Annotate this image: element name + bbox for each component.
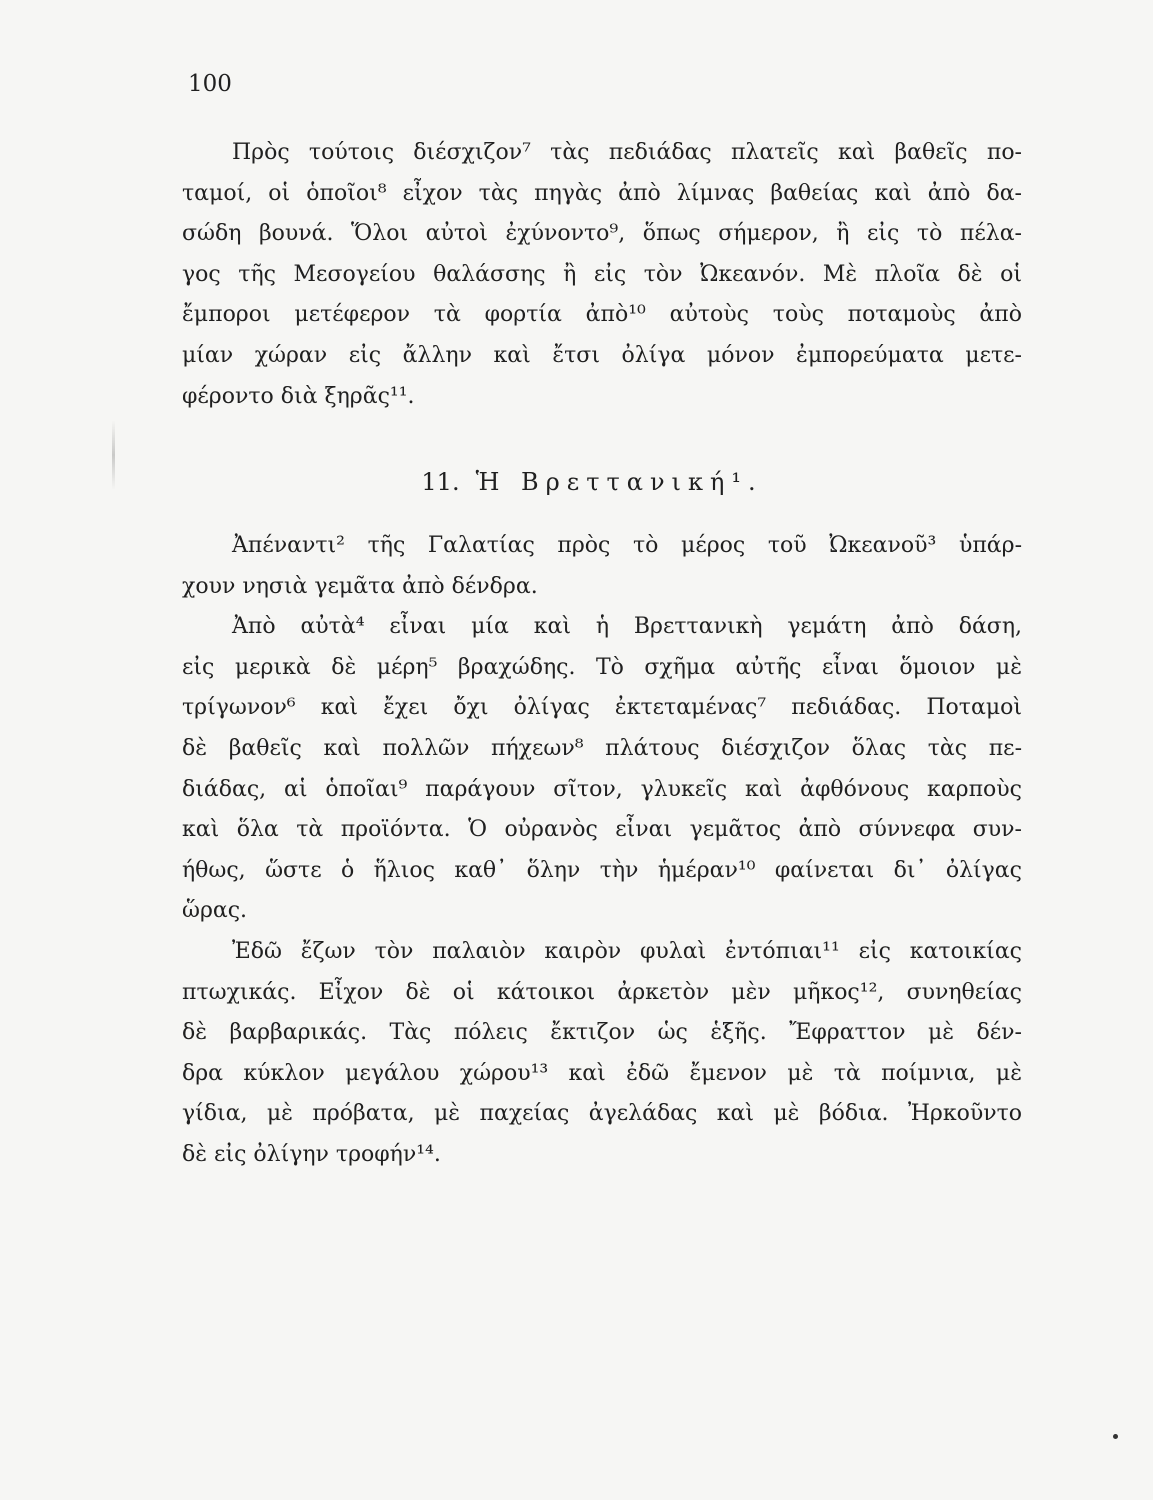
chapter-body [182,526,1022,1176]
paragraph [182,932,1022,1176]
text-line: πτωχικάς. Εἶχον δὲ οἱ κάτοικοι ἀρκετὸν μὲν μῆκος¹², συνηθείας [182,979,1022,1005]
text-line: δρα κύκλον μεγάλου χώρου¹³ καὶ ἐδῶ ἔμενον μὲ τὰ ποίμνια, μὲ [182,1060,1022,1086]
text-line: ὥρας. [182,898,248,924]
text-line: ήθως, ὥστε ὁ ἥλιος καθ᾿ ὅλην τὴν ἡμέραν¹⁰ φαίνεται δι᾿ ὀλίγας [182,857,1022,883]
text-line: χουν νησιὰ γεμᾶτα ἀπὸ δένδρα. [182,573,538,599]
text-line: τρίγωνον⁶ καὶ ἔχει ὄχι ὀλίγας ἐκτεταμένας⁷ πεδιάδας. Ποταμοὶ [182,695,1022,721]
intro-paragraph [182,133,1022,417]
text-line: εἰς μερικὰ δὲ μέρη⁵ βραχώδης. Τὸ σχῆμα αὐτῆς εἶναι ὅμοιον μὲ [182,654,1022,680]
chapter-title: Ἡ Βρεττανική¹. [475,468,763,496]
text-line: ἔμποροι μετέφερον τὰ φορτία ἀπὸ¹⁰ αὐτοὺς τοὺς ποταμοὺς ἀπὸ [182,302,1022,328]
text-line: Ἀπέναντι² τῆς Γαλατίας πρὸς τὸ μέρος τοῦ Ὠκεανοῦ³ ὑπάρ- [232,533,1022,558]
text-line: Ἀπὸ αὐτὰ⁴ εἶναι μία καὶ ἡ Βρεττανικὴ γεμάτη ἀπὸ δάση, [232,614,1022,640]
text-line: γος τῆς Μεσογείου θαλάσσης ἢ εἰς τὸν Ὠκεανόν. Μὲ πλοῖα δὲ οἱ [182,261,1022,287]
text-line: Ἐδῶ ἔζων τὸν παλαιὸν καιρὸν φυλαὶ ἐντόπιαι¹¹ εἰς κατοικίας [232,938,1022,964]
text-line: γίδια, μὲ πρόβατα, μὲ παχείας ἀγελάδας καὶ μὲ βόδια. Ἠρκοῦντο [182,1101,1022,1127]
paragraph [182,526,1022,607]
text-line: Πρὸς τούτοις διέσχιζον⁷ τὰς πεδιάδας πλατεῖς καὶ βαθεῖς πο- [232,140,1022,165]
text-line: φέροντο διὰ ξηρᾶς¹¹. [182,383,415,409]
text-line: ταμοί, οἱ ὁποῖοι⁸ εἶχον τὰς πηγὰς ἀπὸ λίμνας βαθείας καὶ ἀπὸ δα- [182,180,1022,206]
text-line: διάδας, αἱ ὁποῖαι⁹ παράγουν σῖτον, γλυκεῖς καὶ ἀφθόνους καρποὺς [182,776,1022,802]
text-line: μίαν χώραν εἰς ἄλλην καὶ ἔτσι ὀλίγα μόνον ἐμπορεύματα μετε- [182,342,1022,368]
paragraph [182,607,1022,932]
text-line: δὲ βαθεῖς καὶ πολλῶν πήχεων⁸ πλάτους διέσχιζον ὅλας τὰς πε- [182,735,1022,761]
text-line: καὶ ὅλα τὰ προϊόντα. Ὁ οὐρανὸς εἶναι γεμᾶτος ἀπὸ σύννεφα συν- [182,817,1022,843]
margin-smudge [112,420,115,490]
chapter-number: 11. [421,468,460,496]
ink-dot [1113,1434,1118,1439]
text-line: δὲ βαρβαρικάς. Τὰς πόλεις ἔκτιζον ὡς ἑξῆς. Ἔφραττον μὲ δέν- [182,1020,1022,1046]
page-number: 100 [188,71,232,97]
text-line: σώδη βουνά. Ὅλοι αὐτοὶ ἐχύνοντο⁹, ὅπως σήμερον, ἢ εἰς τὸ πέλα- [182,221,1022,247]
text-line: δὲ εἰς ὀλίγην τροφήν¹⁴. [182,1141,441,1167]
chapter-heading [182,462,1002,502]
